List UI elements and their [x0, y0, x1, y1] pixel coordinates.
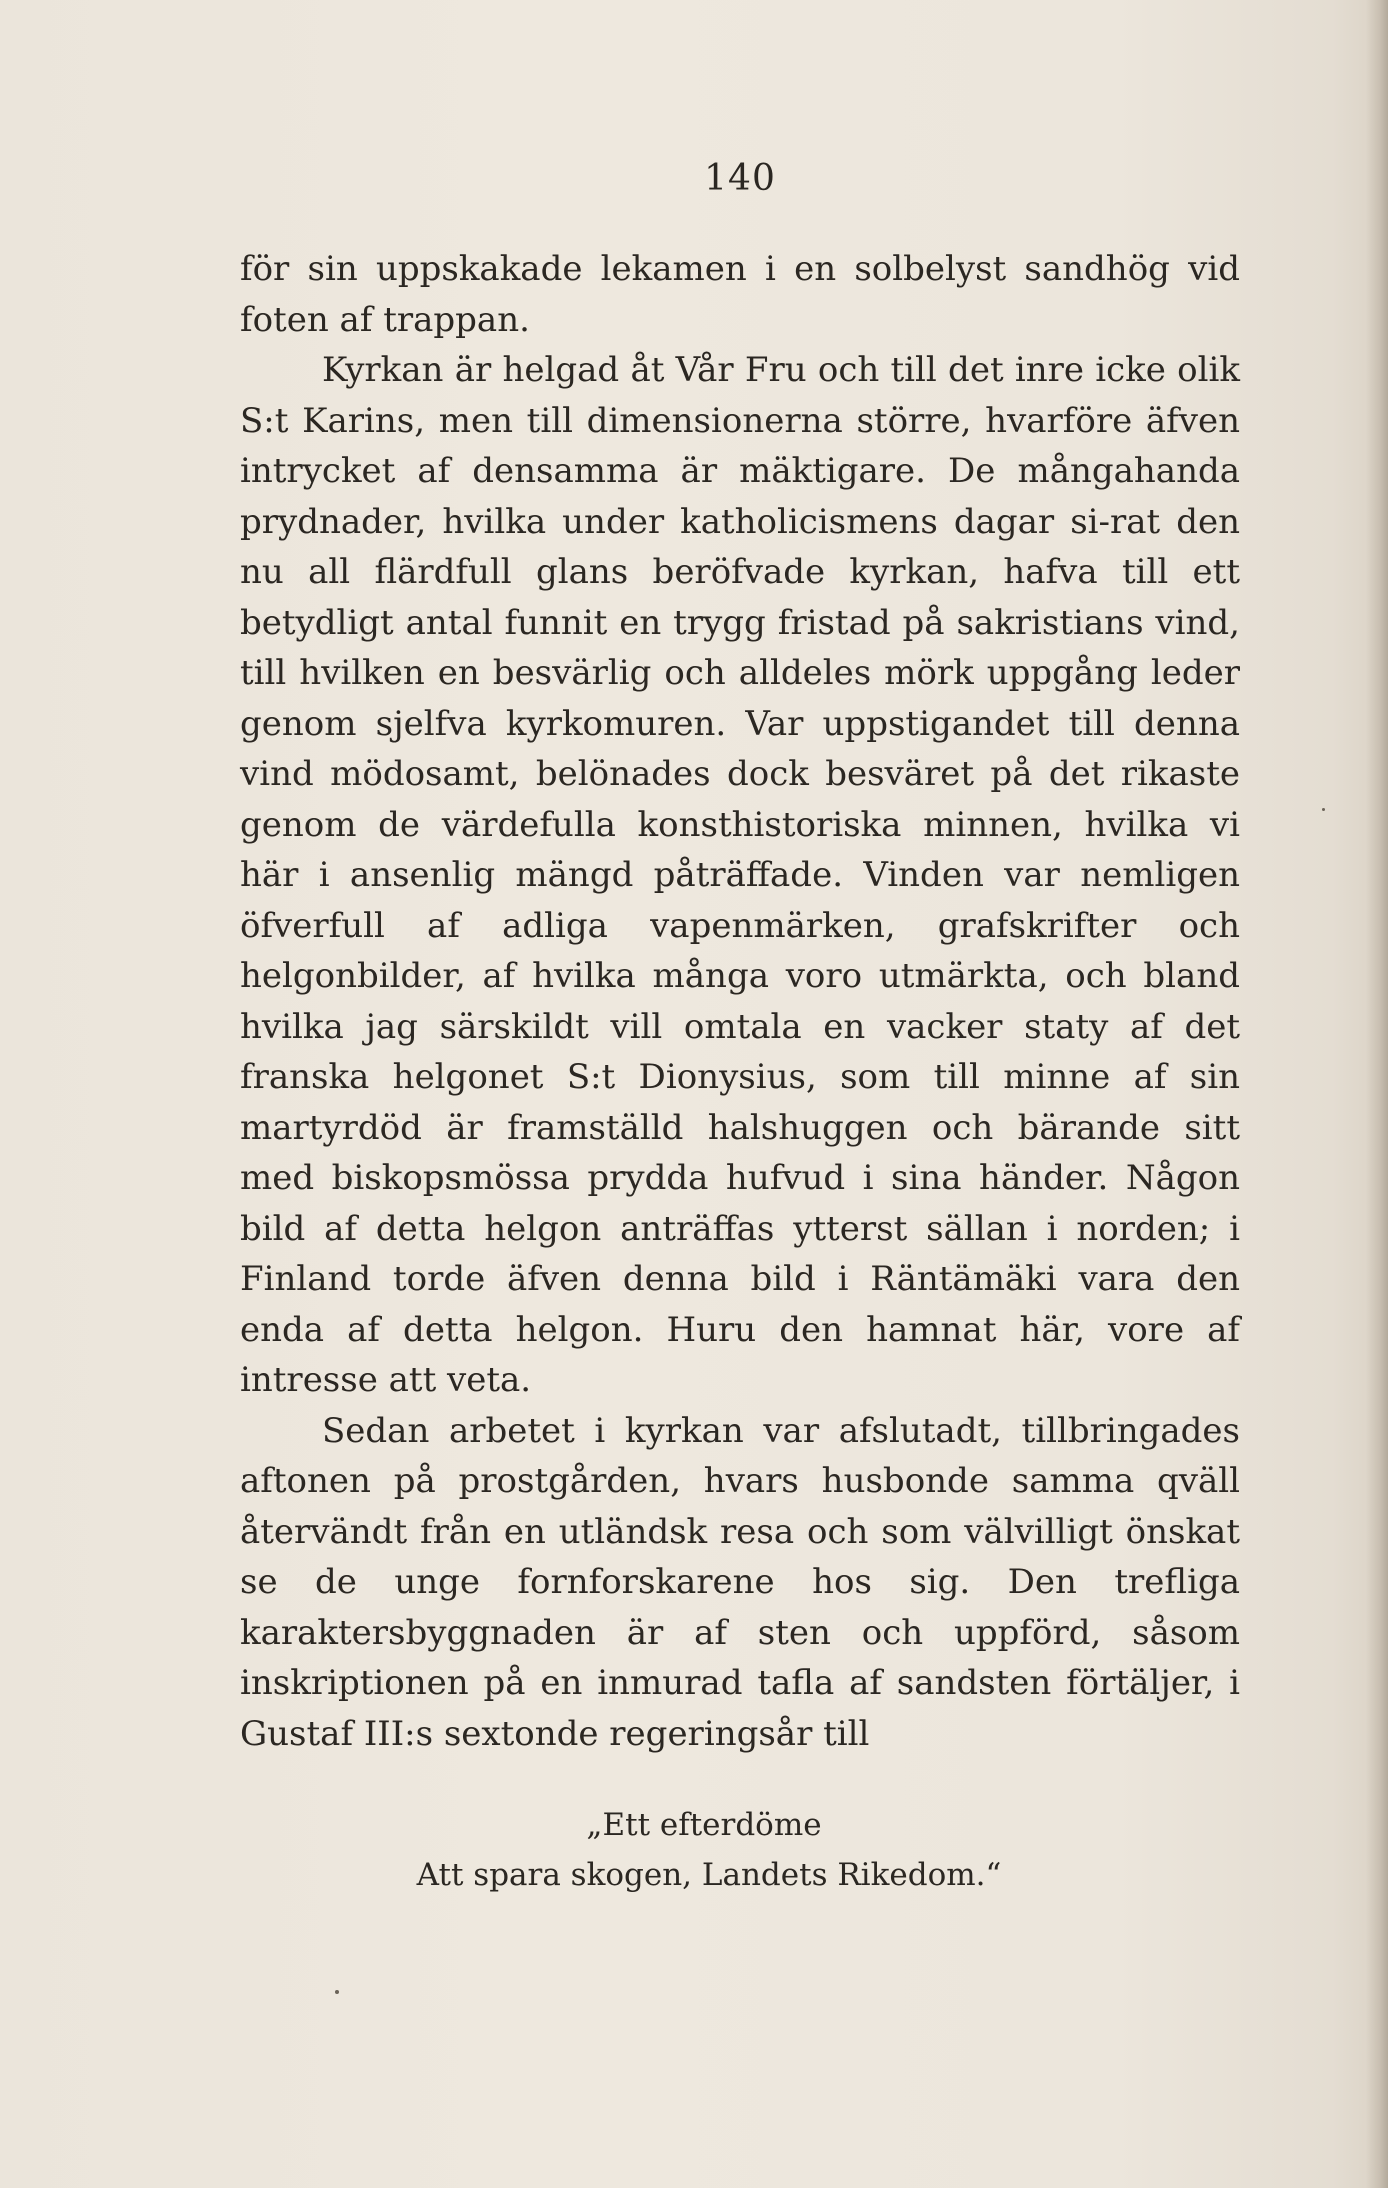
paragraph-1: för sin uppskakade lekamen i en solbelyst sandhög vid foten af trappan.: [240, 249, 1240, 340]
page-number: 140: [704, 158, 776, 199]
paragraph-2: Kyrkan är helgad åt Vår Fru och till det inre icke olik S:t Karins, men till dimensionerna större, hvarföre äfven intrycket af densamma är mäktigare. De mångahanda prydnader, hvilka under katholicismens dagar si-rat den nu all flärdfull glans beröfvade kyrkan, hafva till ett betydligt antal funnit en trygg fristad på sakristians vind, till hvilken en besvärlig och alldeles mörk uppgång leder genom sjelfva kyrkomuren. Var uppstigandet till denna vind mödosamt, belönades dock besväret på det rikaste genom de värdefulla konsthistoriska minnen, hvilka vi här i ansenlig mängd påträffade. Vinden var nemligen öfverfull af adliga vapenmärken, grafskrifter och helgonbilder, af hvilka många voro utmärkta, och bland hvilka jag särskildt vill omtala en vacker staty af det franska helgonet S:t Dionysius, som till minne af sin martyrdöd är framställd halshuggen och bärande sitt med biskopsmössa prydda hufvud i sina händer. Någon bild af detta helgon anträffas ytterst sällan i norden; i Finland torde äfven denna bild i Räntämäki vara den enda af detta helgon. Huru den hamnat här, vore af intresse att veta.: [240, 350, 1240, 1400]
paper-speck: [1322, 808, 1325, 811]
paper-speck: [335, 1990, 339, 1994]
paragraph-3: Sedan arbetet i kyrkan var afslutadt, tillbringades aftonen på prostgården, hvars husbonde samma qväll återvändt från en utländsk resa och som välvilligt önskat se de unge fornforskarene hos sig. Den trefliga karaktersbyggnaden är af sten och uppförd, såsom inskriptionen på en inmurad tafla af sandsten förtäljer, i Gustaf III:s sextonde regeringsår till: [240, 1410, 1240, 1754]
inscription-line-1: „Ett efterdöme: [586, 1807, 822, 1843]
body-text: [240, 244, 1240, 1759]
inscription-line-2: Att spara skogen, Landets Rikedom.“: [416, 1857, 1002, 1893]
